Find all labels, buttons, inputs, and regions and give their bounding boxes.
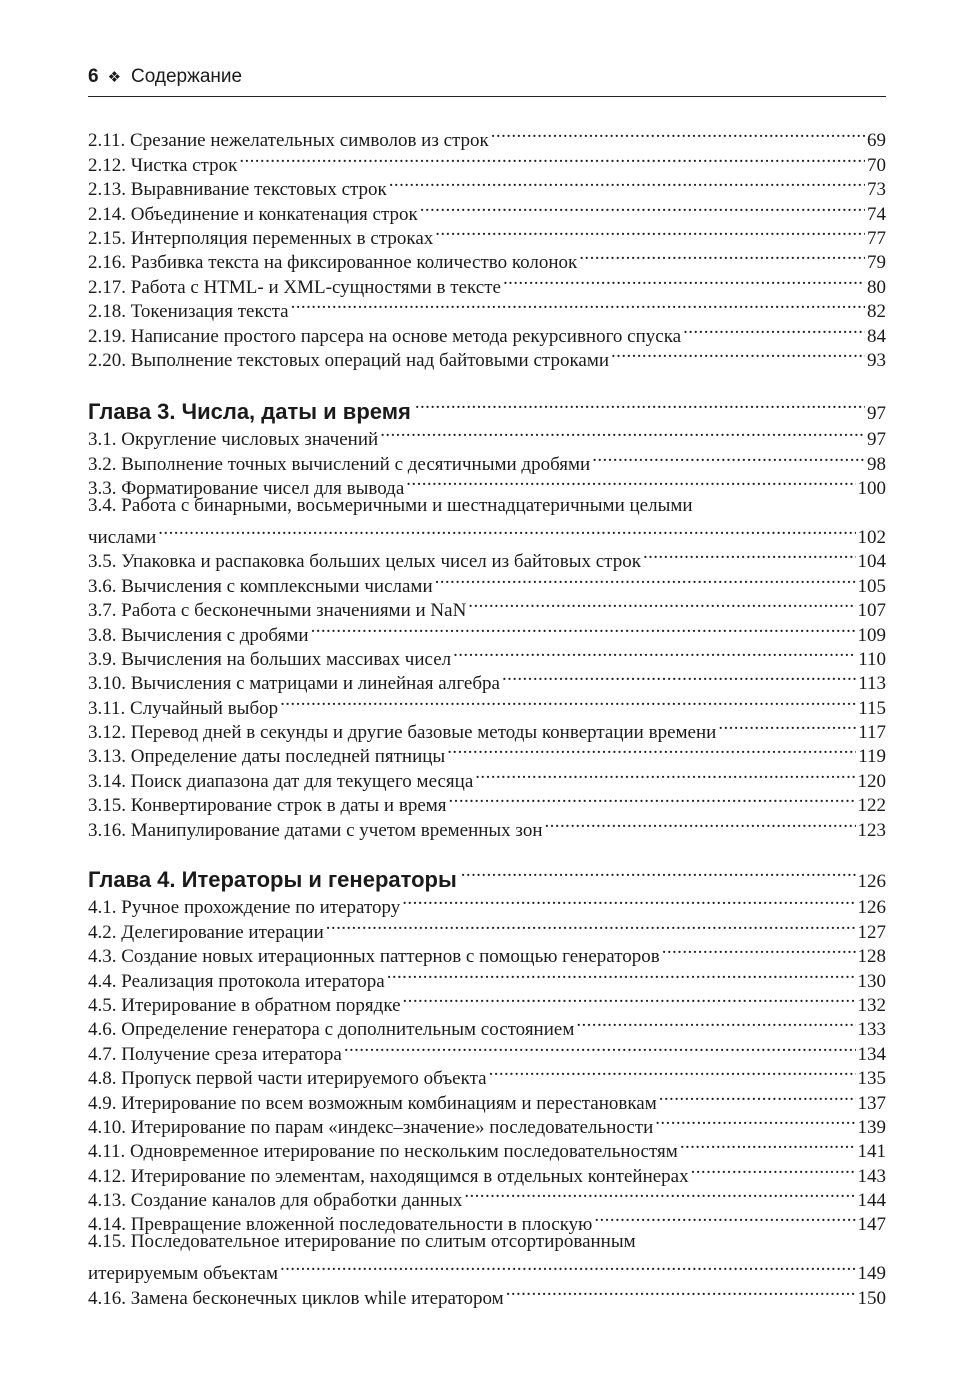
toc-entry-title: 4.14. Превращение вложенной последовательности в плоскую — [88, 1214, 593, 1236]
dot-leader — [420, 195, 865, 219]
dot-leader — [489, 1060, 856, 1084]
toc-entry-title: 3.5. Упаковка и распаковка больших целых чисел из байтовых строк — [88, 551, 641, 573]
toc-entry-title: 3.2. Выполнение точных вычислений с десятичными дробями — [88, 453, 591, 475]
dot-leader — [387, 962, 856, 986]
toc-block-chapter3 — [88, 389, 886, 841]
toc-entry-title: 3.15. Конвертирование строк в даты и время — [88, 795, 447, 817]
toc-entry-page: 147 — [857, 1214, 886, 1236]
chapter-heading[interactable] — [88, 857, 886, 892]
chapter-title: Глава 3. Числа, даты и время — [88, 399, 411, 424]
toc-entry-page: 97 — [867, 429, 886, 451]
dot-leader — [655, 1109, 855, 1133]
dot-leader — [475, 762, 855, 786]
dot-leader — [594, 1206, 855, 1230]
dot-leader — [326, 913, 856, 937]
toc-entry-page: 104 — [857, 551, 886, 573]
toc-entry-page: 93 — [867, 349, 886, 371]
toc-entry-title: 4.11. Одновременное итерирование по нескольким последовательностям — [88, 1141, 678, 1163]
toc-entry-title: числами — [88, 526, 157, 548]
toc-entry-title: 4.5. Итерирование в обратном порядке — [88, 994, 401, 1016]
dot-leader — [579, 244, 865, 268]
dot-leader — [344, 1035, 856, 1059]
toc-entry-page: 127 — [857, 921, 886, 943]
chapter-heading[interactable] — [88, 389, 886, 424]
dot-leader — [403, 987, 856, 1011]
toc-entry-title: 4.8. Пропуск первой части итерируемого объекта — [88, 1068, 487, 1090]
toc-entry-page: 141 — [857, 1141, 886, 1163]
dot-leader — [447, 738, 856, 762]
toc-entry-title: 2.16. Разбивка текста на фиксированное количество колонок — [88, 252, 578, 274]
toc-entry-title: 2.19. Написание простого парсера на основе метода рекурсивного спуска — [88, 325, 682, 347]
chapter-page-number: 97 — [867, 403, 886, 424]
toc-entry-title: 4.4. Реализация протокола итератора — [88, 970, 385, 992]
toc-entry-page: 82 — [867, 301, 886, 323]
toc-entry-wrapped-line2[interactable] — [88, 1255, 886, 1285]
toc-entry-page: 79 — [867, 252, 886, 274]
toc-entry-page: 73 — [867, 179, 886, 201]
toc-entry-page: 102 — [857, 526, 886, 548]
toc-entry-page: 133 — [857, 1019, 886, 1041]
toc-entry-page: 84 — [867, 325, 886, 347]
toc-entry-wrapped-line2[interactable] — [88, 519, 886, 548]
page-number: 6 — [88, 66, 99, 87]
toc-entry-title: 4.3. Создание новых итерационных паттернов с помощью генераторов — [88, 946, 660, 968]
toc-entry-page: 126 — [857, 897, 886, 919]
toc-entry-page: 120 — [857, 770, 886, 792]
dot-leader — [506, 1279, 856, 1303]
dot-leader — [683, 317, 865, 341]
dot-leader — [380, 421, 865, 445]
dot-leader — [435, 567, 856, 591]
dot-leader — [280, 1255, 856, 1279]
dot-leader — [611, 342, 865, 366]
toc-entry-page: 122 — [857, 795, 886, 817]
toc-entry-title: 4.6. Определение генератора с дополнительным состоянием — [88, 1019, 575, 1041]
toc-entry-page: 132 — [857, 994, 886, 1016]
toc-entry-page: 144 — [857, 1190, 886, 1212]
toc-entry-wrapped-line1[interactable]: 4.15. Последовательное итерирование по слитым отсортированным — [88, 1231, 636, 1253]
dot-leader — [311, 616, 856, 640]
toc-entry-title: 3.8. Вычисления с дробями — [88, 624, 309, 646]
toc-entry-title: 4.7. Получение среза итератора — [88, 1043, 342, 1065]
dot-leader — [464, 1182, 855, 1206]
toc-block-chapter4 — [88, 857, 886, 1309]
toc-entry-title: 2.17. Работа с HTML- и XML-сущностями в тексте — [88, 276, 501, 298]
dot-leader — [468, 592, 855, 616]
dot-leader — [662, 938, 856, 962]
toc-entry-page: 113 — [858, 673, 886, 695]
dot-leader — [291, 293, 865, 317]
dot-leader — [576, 1011, 855, 1035]
toc-entry-title: 2.12. Чистка строк — [88, 154, 238, 176]
toc-entry-page: 149 — [857, 1263, 886, 1285]
toc-entry-page: 80 — [867, 276, 886, 298]
toc-entry-title: итерируемым объектам — [88, 1263, 278, 1285]
toc-entry-page: 100 — [857, 478, 886, 500]
toc-entry-wrapped-line1[interactable]: 3.4. Работа с бинарными, восьмеричными и шестнадцатеричными целыми — [88, 495, 693, 517]
toc-entry-page: 137 — [857, 1092, 886, 1114]
toc-entry-page: 69 — [867, 130, 886, 152]
toc-entry-title: 4.2. Делегирование итерации — [88, 921, 324, 943]
toc-entry-page: 110 — [858, 648, 886, 670]
toc-entry-title: 4.16. Замена бесконечных циклов while итератором — [88, 1287, 504, 1309]
dot-leader — [389, 171, 865, 195]
toc-entries — [88, 889, 886, 1236]
toc-entry-title: 4.9. Итерирование по всем возможным комбинациям и перестановкам — [88, 1092, 657, 1114]
toc-entry-title: 3.16. Манипулирование датами с учетом временных зон — [88, 819, 543, 841]
toc-entry-page: 98 — [867, 453, 886, 475]
toc-entry-page: 139 — [857, 1116, 886, 1138]
toc-entry-page: 105 — [857, 575, 886, 597]
toc-entry-title: 4.13. Создание каналов для обработки данных — [88, 1190, 463, 1212]
toc-entry-page: 70 — [867, 154, 886, 176]
toc-entry-title: 4.10. Итерирование по парам «индекс–значение» последовательности — [88, 1116, 654, 1138]
toc-entry-title: 3.10. Вычисления с матрицами и линейная алгебра — [88, 673, 500, 695]
dot-leader — [449, 787, 856, 811]
dot-leader — [643, 543, 856, 567]
section-title: Содержание — [131, 66, 243, 87]
toc-entry-page: 107 — [857, 600, 886, 622]
dot-leader — [158, 519, 855, 543]
chapter-page-number: 126 — [857, 871, 886, 892]
dot-leader — [491, 122, 865, 146]
dot-leader — [592, 445, 865, 469]
toc-entry-page: 115 — [858, 697, 886, 719]
toc-entry-title: 2.13. Выравнивание текстовых строк — [88, 179, 387, 201]
toc-entry-title: 3.12. Перевод дней в секунды и другие базовые методы конвертации времени — [88, 722, 717, 744]
toc-entry-page: 123 — [857, 819, 886, 841]
toc-block-chapter2 — [88, 122, 886, 371]
dot-leader — [402, 889, 855, 913]
toc-entry-title: 3.14. Поиск диапазона дат для текущего месяца — [88, 770, 474, 792]
toc-entry-title: 3.7. Работа с бесконечными значениями и NaN — [88, 600, 467, 622]
chapter-title: Глава 4. Итераторы и генераторы — [88, 867, 457, 892]
dot-leader — [680, 1133, 856, 1157]
toc-entry-page: 143 — [857, 1165, 886, 1187]
toc-entry-title: 4.1. Ручное прохождение по итератору — [88, 897, 401, 919]
dot-leader — [453, 641, 856, 665]
dot-leader — [406, 470, 855, 494]
dot-leader — [280, 689, 856, 713]
toc-entry-page: 119 — [858, 746, 886, 768]
toc-entry-page: 150 — [857, 1287, 886, 1309]
toc-entry[interactable] — [88, 122, 886, 152]
toc-entry-title: 4.12. Итерирование по элементам, находящимся в отдельных контейнерах — [88, 1165, 689, 1187]
diamond-ornament-icon: ❖ — [107, 69, 122, 86]
toc-entry-title: 3.1. Округление числовых значений — [88, 429, 379, 451]
dot-leader — [461, 857, 856, 887]
dot-leader — [718, 714, 856, 738]
dot-leader — [545, 811, 856, 835]
toc-entry-title: 3.11. Случайный выбор — [88, 697, 279, 719]
toc-entry-title: 2.14. Объединение и конкатенация строк — [88, 203, 418, 225]
toc-entries — [88, 421, 886, 500]
toc-entry-page: 135 — [857, 1068, 886, 1090]
dot-leader — [659, 1084, 856, 1108]
toc-entries — [88, 543, 886, 841]
running-head — [88, 66, 886, 97]
toc-entry-page: 134 — [857, 1043, 886, 1065]
dot-leader — [239, 146, 865, 170]
toc-entry-title: 2.18. Токенизация текста — [88, 301, 289, 323]
toc-entry-title: 3.3. Форматирование чисел для вывода — [88, 478, 405, 500]
toc-entry-title: 2.11. Срезание нежелательных символов из строк — [88, 130, 489, 152]
toc-entry-title: 2.20. Выполнение текстовых операций над байтовыми строками — [88, 349, 610, 371]
toc-entry-title: 3.6. Вычисления с комплексными числами — [88, 575, 433, 597]
dot-leader — [691, 1157, 856, 1181]
toc-entry-title: 2.15. Интерполяция переменных в строках — [88, 227, 434, 249]
toc-entry-page: 74 — [867, 203, 886, 225]
dot-leader — [435, 220, 865, 244]
toc-entry-page: 109 — [857, 624, 886, 646]
toc-entry-page: 128 — [857, 946, 886, 968]
toc-entry-page: 117 — [858, 722, 886, 744]
dot-leader — [415, 389, 865, 419]
toc-entry-page: 77 — [867, 227, 886, 249]
toc-entry-title: 3.13. Определение даты последней пятницы — [88, 746, 446, 768]
toc-entry-page: 130 — [857, 970, 886, 992]
toc-entry-title: 3.9. Вычисления на больших массивах чисел — [88, 648, 452, 670]
dot-leader — [503, 268, 865, 292]
dot-leader — [502, 665, 856, 689]
toc-entry[interactable] — [88, 543, 886, 573]
